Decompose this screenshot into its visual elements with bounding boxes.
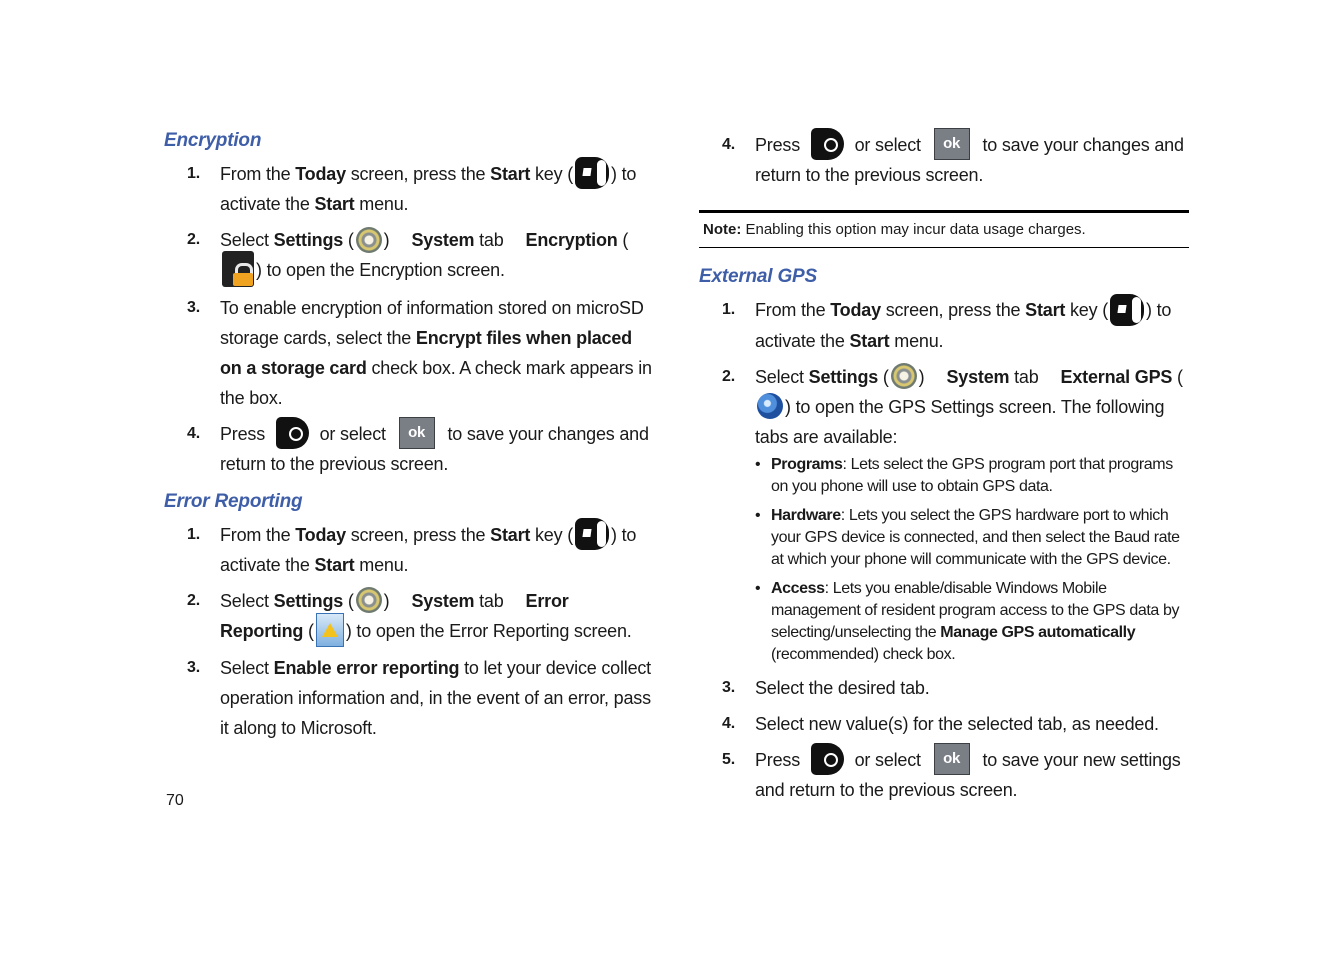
list-item: • Programs: Lets select the GPS program port that programs on you phone will use to obtain GPS data. <box>755 455 1173 495</box>
right-column <box>699 130 1189 811</box>
list-item: 2. Select Settings ( ) System tab External GPS () to open the GPS Settings screen. The following tabs are available: • Programs: Lets select the GPS program port that programs on you phone will use to obtain GPS data. • Hardware: Lets you select the GPS hardware port to which your GPS device is connected, and then select the Baud rate at which your phone will communicate with the GPS device. • Access: Lets you enable/disable Windows Mobile management of resident program access to the GPS data by selecting/unselecting the Manage GPS automatically (recommended) check box. <box>699 362 1189 666</box>
list-item: 3. To enable encryption of information stored on microSD storage cards, select the Encrypt files when placed on a storage card check box. A check mark appears in the box. <box>187 297 652 408</box>
note-box <box>699 210 1189 248</box>
ok-button-icon: ok <box>934 743 970 775</box>
list-item: 2. Select Settings ( ) System tab Error Reporting ( ) to open the Error Reporting screen. <box>164 586 654 647</box>
list-item: 4. Press or select ok to save your changes and return to the previous screen. <box>164 419 654 479</box>
settings-gear-icon <box>356 227 382 253</box>
lock-card-icon <box>222 251 254 287</box>
note-text: Enabling this option may incur data usage charges. <box>741 221 1086 239</box>
ok-button-icon: ok <box>934 128 970 160</box>
encryption-steps <box>164 159 654 479</box>
start-key-icon <box>575 157 609 189</box>
ok-button-icon: ok <box>399 417 435 449</box>
settings-gear-icon <box>356 587 382 613</box>
list-item: 4. Select new value(s) for the selected tab, as needed. <box>722 713 1159 734</box>
settings-gear-icon <box>891 363 917 389</box>
list-item: 3. Select the desired tab. <box>722 677 930 698</box>
list-item: 2. Select Settings ( ) System tab Encryption () to open the Encryption screen. <box>164 225 654 286</box>
ok-key-icon <box>811 743 844 775</box>
start-key-icon <box>575 518 609 550</box>
external-gps-steps <box>699 295 1189 805</box>
ok-key-icon <box>811 128 844 160</box>
left-column <box>164 130 654 749</box>
encryption-steps-continued <box>699 130 1189 190</box>
encryption-heading: Encryption <box>164 130 262 151</box>
external-gps-heading: External GPS <box>699 266 817 288</box>
list-item: 1. From the Today screen, press the Start key ( ) to activate the Start menu. <box>164 520 654 580</box>
ok-key-icon <box>276 417 309 449</box>
gps-tabs-list <box>755 454 1189 666</box>
list-item: • Hardware: Lets you select the GPS hardware port to which your GPS device is connected, and then select the Baud rate at which your phone will communicate with the GPS device. <box>755 506 1180 568</box>
note-label: Note: <box>703 221 742 239</box>
error-reporting-heading: Error Reporting <box>164 490 303 512</box>
start-key-icon <box>1110 294 1144 326</box>
error-reporting-steps <box>164 520 654 744</box>
list-item: 3. Select Enable error reporting to let your device collect operation information and, in the event of an error, pass it along to Microsoft. <box>187 658 651 739</box>
list-item: 1. From the Today screen, press the Start key ( ) to activate the Start menu. <box>699 295 1189 355</box>
warning-report-icon <box>316 613 344 647</box>
list-item: • Access: Lets you enable/disable Windows Mobile management of resident program access to the GPS data by selecting/unselecting the Manage GPS automatically (recommended) check box. <box>755 579 1180 663</box>
page-number: 70 <box>166 792 184 809</box>
list-item: 1. From the Today screen, press the Start key ( ) to activate the Start menu. <box>164 159 654 219</box>
globe-icon <box>757 393 783 419</box>
list-item: 4. Press or select ok to save your changes and return to the previous screen. <box>699 130 1189 190</box>
list-item: 5. Press or select ok to save your new settings and return to the previous screen. <box>699 745 1189 805</box>
